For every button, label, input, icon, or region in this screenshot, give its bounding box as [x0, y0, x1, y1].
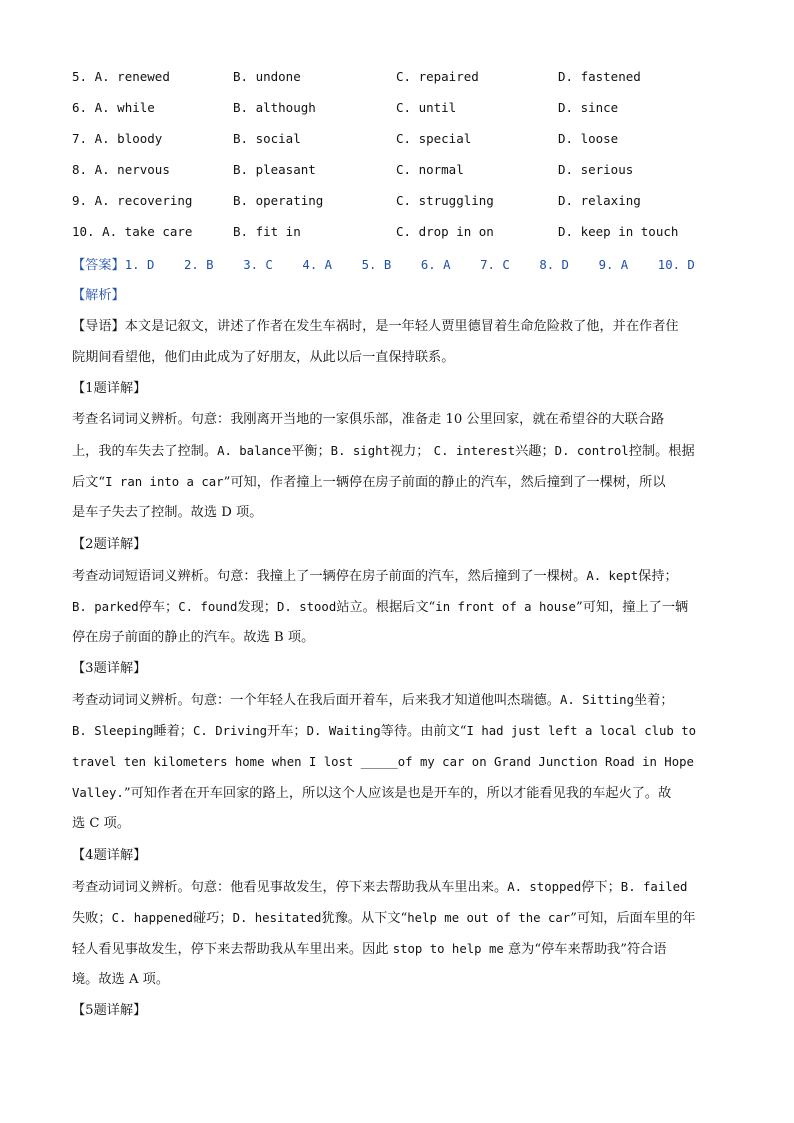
- option-a: 8. A. nervous: [72, 162, 170, 177]
- option-d: D. keep in touch: [558, 224, 679, 239]
- option-d: D. relaxing: [558, 193, 641, 208]
- option-row: [72, 222, 679, 242]
- q4-line-2: 失败；C. happened碰巧；D. hesitated犹豫。从下文“help me out of the car”可知，后面车里的年: [72, 911, 696, 926]
- option-c: C. special: [396, 131, 472, 146]
- option-c: C. repaired: [396, 69, 479, 84]
- option-b: B. social: [233, 131, 301, 146]
- option-b: B. operating: [233, 193, 324, 208]
- q1-line-3: 后文“I ran into a car”可知，作者撞上一辆停在房子前面的静止的汽车，然后撞到了一棵树，所以: [72, 475, 666, 490]
- guide-line-2: 院期间看望他，他们由此成为了好朋友，从此以后一直保持联系。: [72, 350, 455, 365]
- answer-line: [72, 254, 732, 276]
- option-b: B. although: [233, 100, 316, 115]
- option-d: D. fastened: [558, 69, 641, 84]
- q3-line-3: travel ten kilometers home when I lost _____of my car on Grand Junction Road in Hope: [72, 755, 694, 769]
- option-a: 9. A. recovering: [72, 193, 193, 208]
- option-a: 6. A. while: [72, 100, 155, 115]
- option-c: C. drop in on: [396, 224, 494, 239]
- option-row: [72, 191, 641, 211]
- q1-line-2: 上，我的车失去了控制。A. balance平衡；B. sight视力； C. interest兴趣；D. control控制。根据: [72, 444, 695, 459]
- guide-label: 【导语】: [72, 319, 125, 334]
- answer-values: 1. D 2. B 3. C 4. A 5. B 6. A 7. C 8. D 9. A 10. D: [124, 258, 695, 272]
- option-a: 5. A. renewed: [72, 69, 170, 84]
- analysis-heading: 【解析】: [72, 288, 125, 303]
- answer-label: 【答案】: [72, 258, 125, 273]
- q5-heading: 【5题详解】: [72, 1003, 147, 1018]
- q4-line-4: 境。故选 A 项。: [72, 972, 170, 987]
- option-c: C. normal: [396, 162, 464, 177]
- q3-line-4: Valley.”可知作者在开车回家的路上，所以这个人应该是也是开车的，所以才能看见我的车起火了。故: [72, 786, 672, 801]
- q4-line-1: 考查动词词义辨析。句意：他看见事故发生，停下来去帮助我从车里出来。A. stopped停下；B. failed: [72, 880, 688, 895]
- option-d: D. serious: [558, 162, 634, 177]
- option-row: [72, 98, 619, 118]
- q2-line-1: 考查动词短语词义辨析。句意：我撞上了一辆停在房子前面的汽车，然后撞到了一棵树。A. kept保持；: [72, 569, 678, 584]
- option-b: B. pleasant: [233, 162, 316, 177]
- q2-heading: 【2题详解】: [72, 537, 147, 552]
- option-c: C. struggling: [396, 193, 494, 208]
- option-row: [72, 129, 619, 149]
- q3-line-5: 选 C 项。: [72, 816, 131, 831]
- option-b: B. undone: [233, 69, 301, 84]
- guide-line-1: 【导语】本文是记叙文，讲述了作者在发生车祸时，是一年轻人贾里德冒着生命危险救了他，并在作者住: [72, 319, 679, 334]
- q3-heading: 【3题详解】: [72, 661, 147, 676]
- option-b: B. fit in: [233, 224, 301, 239]
- option-d: D. loose: [558, 131, 619, 146]
- q1-line-1: 考查名词词义辨析。句意：我刚离开当地的一家俱乐部，准备走 10 公里回家，就在希望谷的大联合路: [72, 412, 665, 427]
- option-row: [72, 67, 641, 87]
- q4-line-3: 轻人看见事故发生，停下来去帮助我从车里出来。因此 stop to help me 意为“停车来帮助我”符合语: [72, 942, 667, 957]
- q3-line-2: B. Sleeping睡着；C. Driving开车；D. Waiting等待。由前文“I had just left a local club to: [72, 724, 697, 739]
- option-row: [72, 160, 634, 180]
- q4-heading: 【4题详解】: [72, 848, 147, 863]
- option-a: 7. A. bloody: [72, 131, 163, 146]
- q3-line-1: 考查动词词义辨析。句意：一个年轻人在我后面开着车，后来我才知道他叫杰瑞德。A. Sitting坐着；: [72, 693, 674, 708]
- option-a: 10. A. take care: [72, 224, 193, 239]
- q1-heading: 【1题详解】: [72, 381, 147, 396]
- q2-line-3: 停在房子前面的静止的汽车。故选 B 项。: [72, 630, 315, 645]
- q1-line-4: 是车子失去了控制。故选 D 项。: [72, 505, 263, 520]
- q2-line-2: B. parked停车；C. found发现；D. stood站立。根据后文“in front of a house”可知，撞上了一辆: [72, 600, 689, 615]
- option-c: C. until: [396, 100, 457, 115]
- option-d: D. since: [558, 100, 619, 115]
